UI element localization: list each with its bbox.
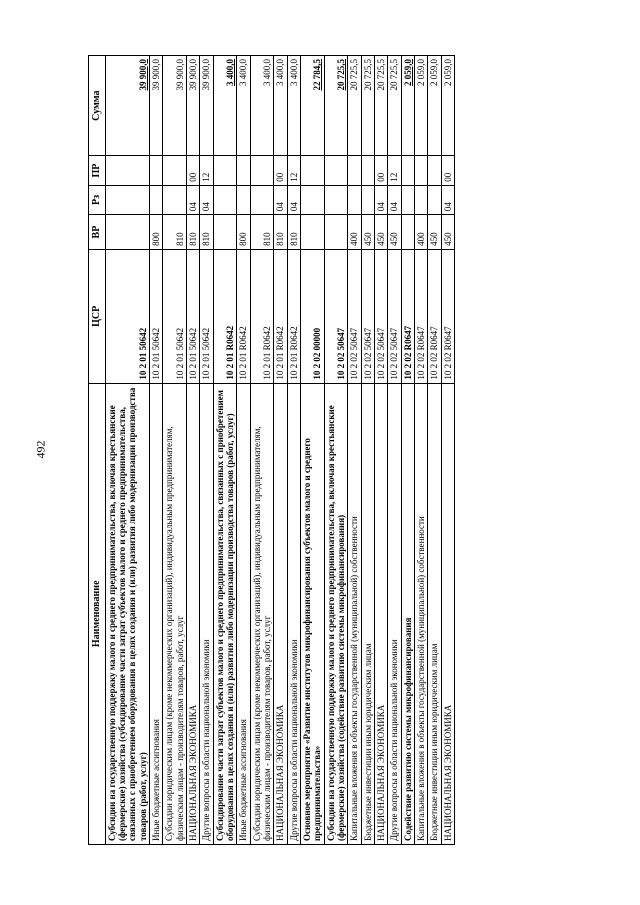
rotated-page-content: [88, 55, 558, 845]
cell-pr: [415, 156, 428, 185]
cell-csr: 10 2 02 50647: [361, 249, 374, 383]
cell-vr: 450: [361, 215, 374, 250]
table-row: [441, 56, 454, 845]
cell-sum: 3 400,0: [250, 56, 274, 156]
column-header-pr: ПР: [89, 156, 106, 185]
table-row: [200, 56, 213, 845]
budget-table: [88, 55, 455, 845]
cell-name: НАЦИОНАЛЬНАЯ ЭКОНОМИКА: [441, 383, 454, 844]
cell-sum: 39 900,0: [200, 56, 213, 156]
column-header-sum: Сумма: [89, 56, 106, 156]
cell-sum: 3 400,0: [237, 56, 250, 156]
cell-name: Другие вопросы в области национальной экономики: [388, 383, 401, 844]
table-row: [186, 56, 199, 845]
cell-csr: 10 2 01 R0642: [287, 249, 300, 383]
cell-pr: [401, 156, 414, 185]
cell-rz: 04: [375, 185, 388, 214]
cell-name: Субсидии юридическим лицам (кроме некоммерческих организаций), индивидуальным предпринимателям, физическим лицам - производителям товаров, работ, услуг: [250, 383, 274, 844]
table-row: [149, 56, 162, 845]
cell-vr: [105, 215, 149, 250]
table-row: [388, 56, 401, 845]
table-row: [287, 56, 300, 845]
cell-vr: 400: [348, 215, 361, 250]
cell-name: Основное мероприятие «Развитие институтов микрофинансирования субъектов малого и среднего предпринимательства»: [301, 383, 325, 844]
column-header-vr: ВР: [89, 215, 106, 250]
cell-csr: 10 2 01 50642: [163, 249, 187, 383]
page-number: 492: [33, 440, 48, 459]
cell-sum: 22 784,5: [301, 56, 325, 156]
cell-pr: [324, 156, 348, 185]
cell-sum: 2 059,0: [428, 56, 441, 156]
cell-pr: [348, 156, 361, 185]
cell-vr: 800: [237, 215, 250, 250]
table-row: [274, 56, 287, 845]
cell-rz: 04: [441, 185, 454, 214]
table-row: [250, 56, 274, 845]
cell-csr: 10 2 02 R0647: [401, 249, 414, 383]
cell-vr: [301, 215, 325, 250]
cell-csr: 10 2 01 50642: [200, 249, 213, 383]
cell-csr: 10 2 02 00000: [301, 249, 325, 383]
cell-sum: 20 725,5: [348, 56, 361, 156]
cell-sum: 3 400,0: [274, 56, 287, 156]
cell-rz: [361, 185, 374, 214]
cell-csr: 10 2 01 50642: [149, 249, 162, 383]
cell-name: НАЦИОНАЛЬНАЯ ЭКОНОМИКА: [375, 383, 388, 844]
cell-vr: 800: [149, 215, 162, 250]
cell-rz: [401, 185, 414, 214]
cell-csr: 10 2 01 R0642: [250, 249, 274, 383]
cell-pr: [301, 156, 325, 185]
cell-pr: [361, 156, 374, 185]
table-row: [324, 56, 348, 845]
cell-name: Иные бюджетные ассигнования: [237, 383, 250, 844]
cell-csr: 10 2 02 50647: [348, 249, 361, 383]
cell-vr: 400: [415, 215, 428, 250]
cell-name: НАЦИОНАЛЬНАЯ ЭКОНОМИКА: [274, 383, 287, 844]
cell-pr: 12: [388, 156, 401, 185]
cell-name: НАЦИОНАЛЬНАЯ ЭКОНОМИКА: [186, 383, 199, 844]
cell-rz: 04: [200, 185, 213, 214]
cell-rz: 04: [388, 185, 401, 214]
cell-pr: 12: [287, 156, 300, 185]
table-body: [105, 56, 455, 845]
cell-name: Другие вопросы в области национальной экономики: [287, 383, 300, 844]
column-header-name: Наименование: [89, 383, 106, 844]
cell-csr: 10 2 02 R0647: [428, 249, 441, 383]
table-header: [89, 56, 106, 845]
table-row: [415, 56, 428, 845]
table-row: [428, 56, 441, 845]
cell-name: Капитальные вложения в объекты государственной (муниципальной) собственности: [415, 383, 428, 844]
cell-pr: [149, 156, 162, 185]
cell-pr: [428, 156, 441, 185]
cell-pr: 00: [186, 156, 199, 185]
cell-pr: 00: [274, 156, 287, 185]
cell-rz: 04: [274, 185, 287, 214]
cell-vr: 810: [287, 215, 300, 250]
cell-vr: [213, 215, 237, 250]
cell-sum: 3 400,0: [213, 56, 237, 156]
cell-csr: 10 2 01 R0642: [274, 249, 287, 383]
cell-rz: [213, 185, 237, 214]
cell-name: Капитальные вложения в объекты государственной (муниципальной) собственности: [348, 383, 361, 844]
cell-vr: 810: [163, 215, 187, 250]
table-row: [301, 56, 325, 845]
cell-vr: 810: [274, 215, 287, 250]
cell-rz: [105, 185, 149, 214]
column-header-csr: ЦСР: [89, 249, 106, 383]
cell-pr: [213, 156, 237, 185]
column-header-rz: Рз: [89, 185, 106, 214]
cell-rz: [428, 185, 441, 214]
cell-vr: 450: [428, 215, 441, 250]
cell-rz: [149, 185, 162, 214]
cell-name: Субсидии на государственную поддержку малого и среднего предпринимательства, включая крестьянские (фермерские) хозяйства (субсидирование части затрат субъектов малого и среднего предпринимательства, связанных с приобретением оборудования в целях создания и (или) развития либо модернизации производства товаров (работ, услуг): [105, 383, 149, 844]
table-row: [348, 56, 361, 845]
cell-name: Бюджетные инвестиции иным юридическим лицам: [428, 383, 441, 844]
cell-vr: 450: [441, 215, 454, 250]
cell-csr: 10 2 02 R0647: [441, 249, 454, 383]
header-row: [89, 56, 106, 845]
cell-sum: 20 725,5: [361, 56, 374, 156]
cell-csr: 10 2 01 50642: [105, 249, 149, 383]
cell-name: Субсидии юридическим лицам (кроме некоммерческих организаций), индивидуальным предпринимателям, физическим лицам - производителям товаров, работ, услуг: [163, 383, 187, 844]
cell-pr: 00: [375, 156, 388, 185]
cell-rz: [348, 185, 361, 214]
cell-name: Бюджетные инвестиции иным юридическим лицам: [361, 383, 374, 844]
cell-csr: 10 2 01 R0642: [237, 249, 250, 383]
cell-pr: [250, 156, 274, 185]
table-row: [213, 56, 237, 845]
cell-name: Субсидирование части затрат субъектов малого и среднего предпринимательства, связанных с приобретением оборудования в целях создания и (или) развития либо модернизации производства товаров (работ, услуг): [213, 383, 237, 844]
cell-rz: [324, 185, 348, 214]
cell-pr: [237, 156, 250, 185]
cell-rz: [301, 185, 325, 214]
cell-sum: 20 725,5: [388, 56, 401, 156]
cell-name: Субсидии на государственную поддержку малого и среднего предпринимательства, включая крестьянские (фермерские) хозяйства (содействие развитию системы микрофинансирования): [324, 383, 348, 844]
table-row: [237, 56, 250, 845]
cell-csr: 10 2 02 50647: [324, 249, 348, 383]
cell-vr: [401, 215, 414, 250]
table-row: [361, 56, 374, 845]
cell-pr: [105, 156, 149, 185]
cell-rz: [415, 185, 428, 214]
cell-sum: 20 725,5: [324, 56, 348, 156]
cell-sum: 39 900,0: [149, 56, 162, 156]
cell-vr: 810: [250, 215, 274, 250]
cell-sum: 2 059,0: [415, 56, 428, 156]
cell-csr: 10 2 02 50647: [388, 249, 401, 383]
table-row: [401, 56, 414, 845]
cell-vr: [324, 215, 348, 250]
cell-vr: 810: [186, 215, 199, 250]
cell-csr: 10 2 02 R0647: [415, 249, 428, 383]
cell-rz: [163, 185, 187, 214]
cell-sum: 20 725,5: [375, 56, 388, 156]
cell-rz: [237, 185, 250, 214]
cell-rz: 04: [287, 185, 300, 214]
cell-vr: 810: [200, 215, 213, 250]
cell-name: Содействие развитию системы микрофинансирования: [401, 383, 414, 844]
cell-name: Другие вопросы в области национальной экономики: [200, 383, 213, 844]
cell-pr: 12: [200, 156, 213, 185]
cell-sum: 2 059,0: [401, 56, 414, 156]
cell-sum: 39 900,0: [105, 56, 149, 156]
cell-sum: 39 900,0: [163, 56, 187, 156]
cell-csr: 10 2 01 R0642: [213, 249, 237, 383]
cell-csr: 10 2 02 50647: [375, 249, 388, 383]
cell-sum: 3 400,0: [287, 56, 300, 156]
cell-pr: [163, 156, 187, 185]
cell-sum: 2 059,0: [441, 56, 454, 156]
cell-csr: 10 2 01 50642: [186, 249, 199, 383]
table-row: [163, 56, 187, 845]
cell-name: Иные бюджетные ассигнования: [149, 383, 162, 844]
cell-sum: 39 900,0: [186, 56, 199, 156]
cell-vr: 450: [375, 215, 388, 250]
cell-pr: 00: [441, 156, 454, 185]
table-row: [375, 56, 388, 845]
table-row: [105, 56, 149, 845]
cell-rz: [250, 185, 274, 214]
cell-rz: 04: [186, 185, 199, 214]
cell-vr: 450: [388, 215, 401, 250]
